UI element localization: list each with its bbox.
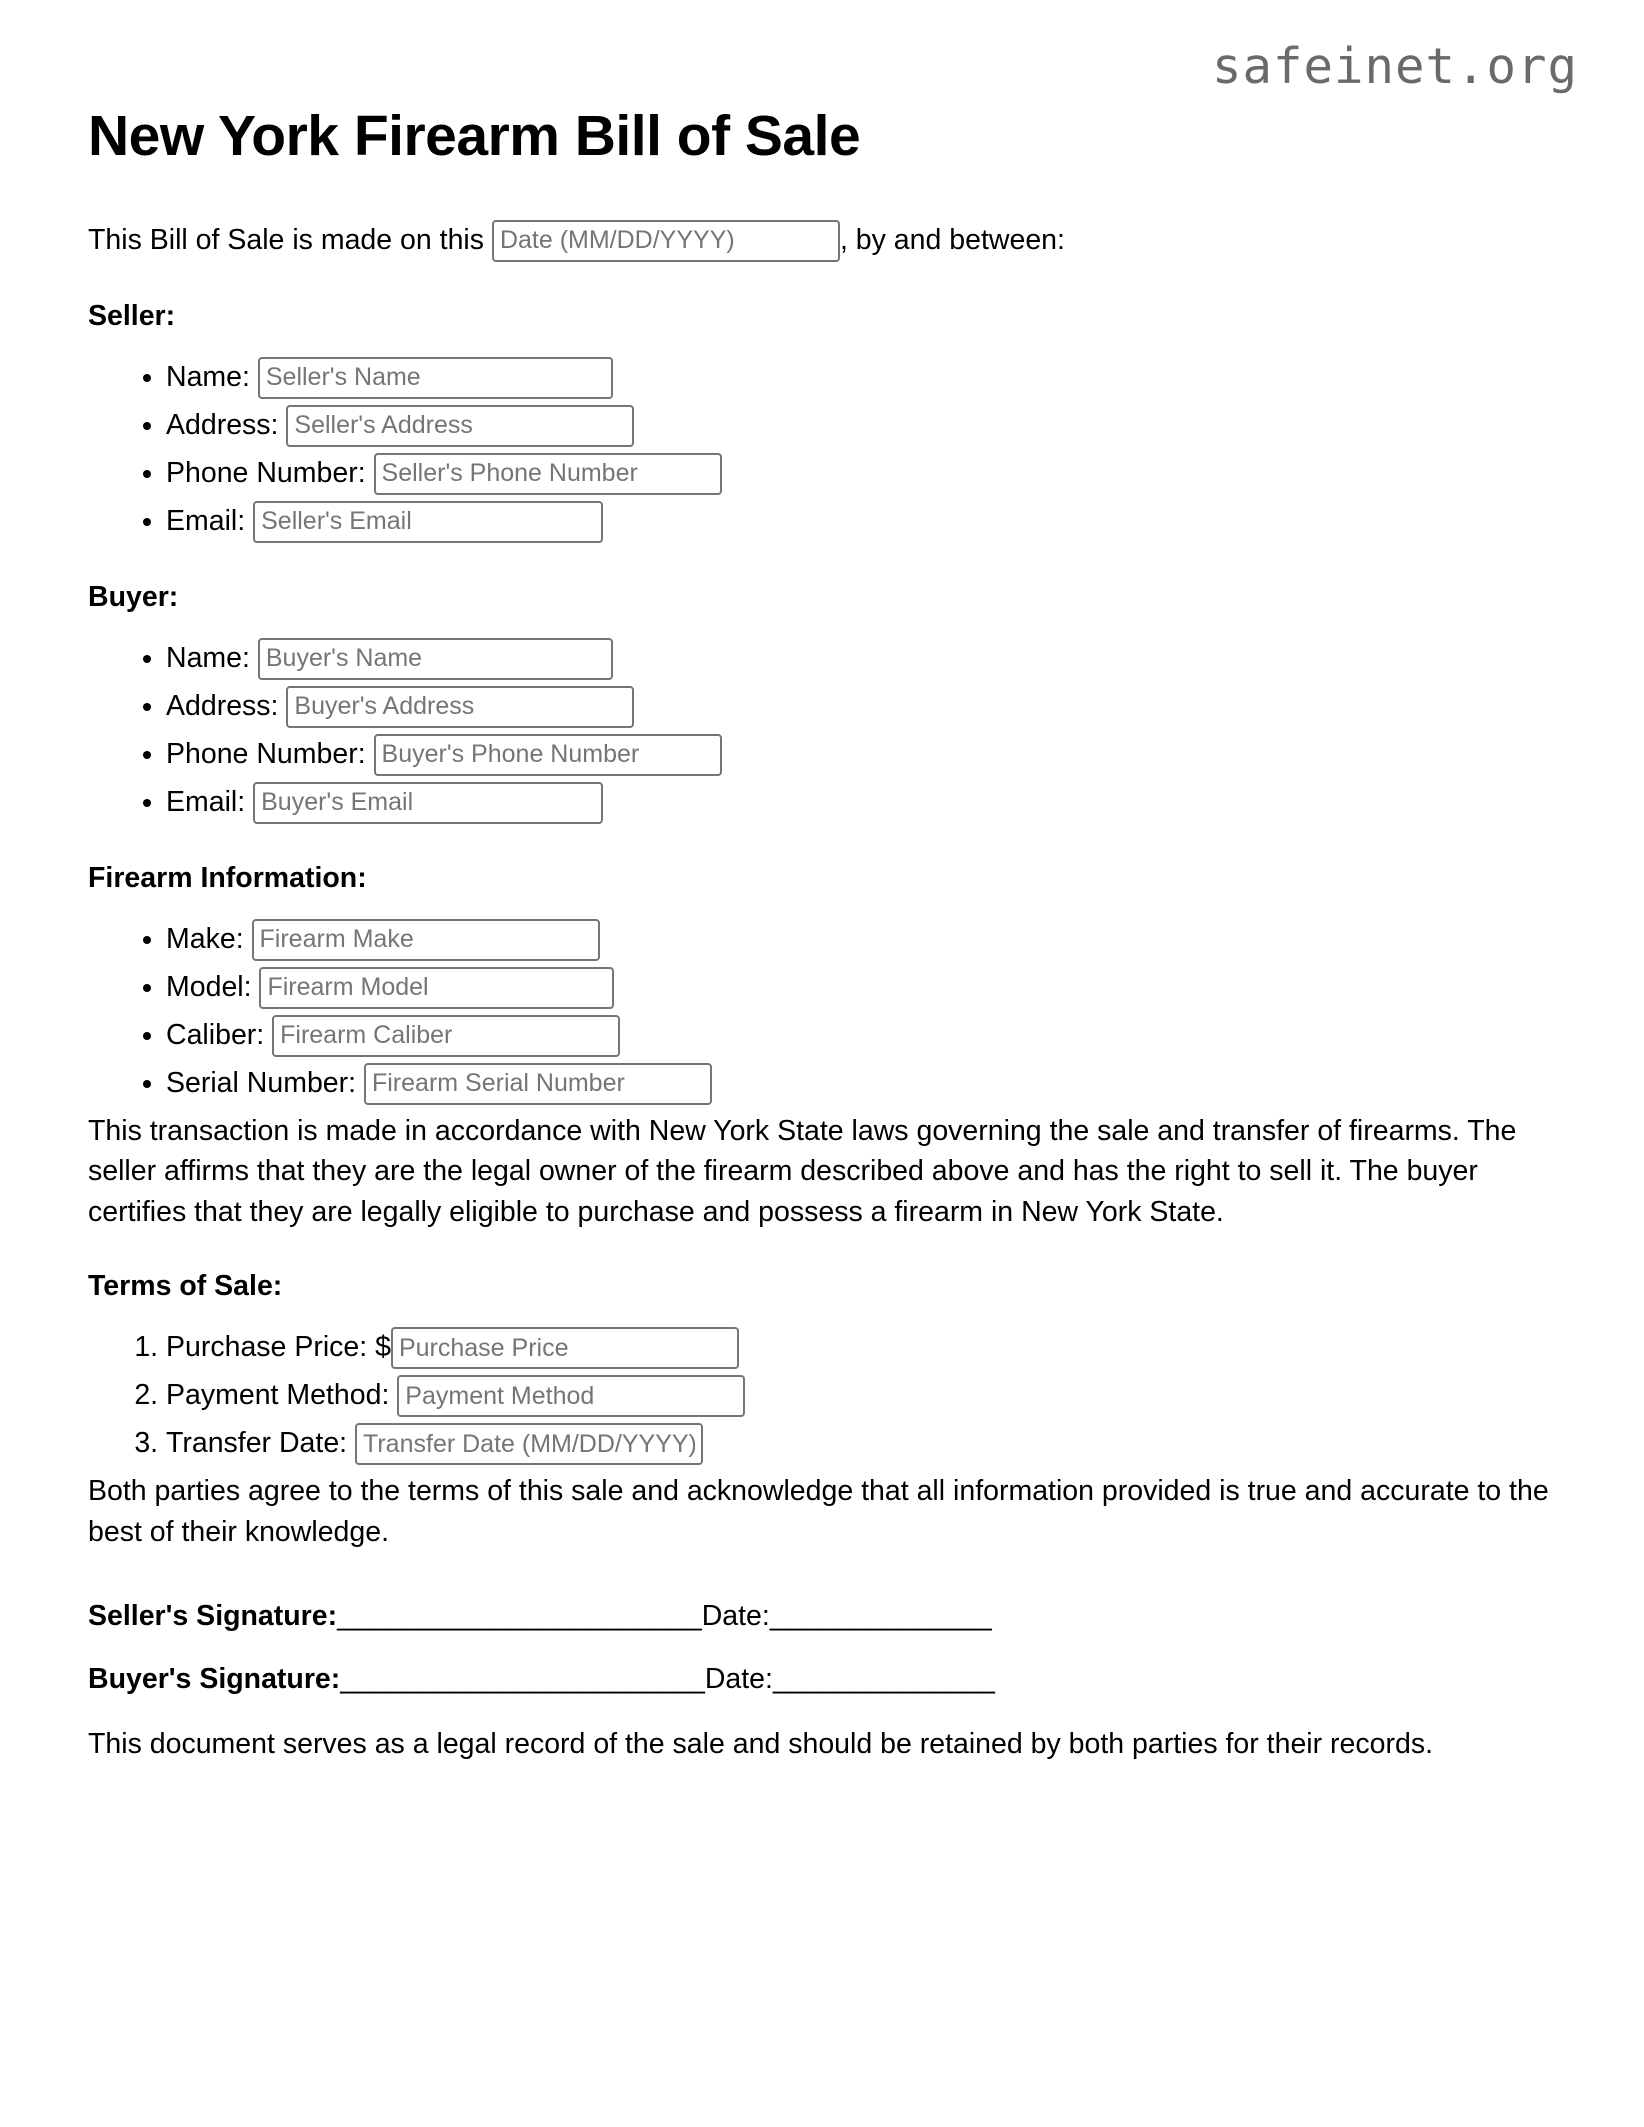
purchase-price-label: 1. Purchase Price: $ bbox=[166, 1331, 391, 1364]
seller-name-label: • Name: bbox=[166, 360, 258, 393]
buyer-email-input[interactable] bbox=[253, 782, 603, 824]
list-item bbox=[166, 734, 1556, 776]
list-item bbox=[166, 1015, 1556, 1057]
buyer-signature-row bbox=[88, 1661, 1556, 1698]
site-watermark: safeinet.org bbox=[1211, 38, 1578, 95]
seller-heading: Seller: bbox=[88, 299, 176, 332]
seller-signature-row bbox=[88, 1598, 1556, 1635]
firearm-make-label: • Make: bbox=[166, 922, 252, 955]
firearm-field-list bbox=[88, 919, 1556, 1105]
seller-address-label: • Address: bbox=[166, 408, 287, 441]
seller-phone-label: • Phone Number: bbox=[166, 456, 374, 489]
firearm-model-label: • Model: bbox=[166, 970, 260, 1003]
list-item bbox=[166, 782, 1556, 824]
list-item bbox=[166, 638, 1556, 680]
buyer-phone-input[interactable] bbox=[374, 734, 722, 776]
firearm-model-input[interactable] bbox=[259, 967, 614, 1009]
buyer-heading: Buyer: bbox=[88, 580, 179, 613]
terms-of-sale-heading: Terms of Sale: bbox=[88, 1270, 283, 1303]
seller-field-list bbox=[88, 357, 1556, 543]
list-item bbox=[166, 501, 1556, 543]
transfer-date-label: 3. Transfer Date: bbox=[166, 1427, 356, 1460]
list-item bbox=[166, 405, 1556, 447]
seller-address-input[interactable] bbox=[286, 405, 634, 447]
intro-text-after: , by and between: bbox=[839, 223, 1065, 256]
list-item bbox=[166, 453, 1556, 495]
closing-paragraph: This document serves as a legal record of the sale and should be retained by both parties for their records. bbox=[88, 1728, 1433, 1761]
list-item bbox=[166, 1063, 1556, 1105]
transaction-paragraph: This transaction is made in accordance with New York State laws governing the sale and transfer of firearms. The seller affirms that they are the legal owner of the firearm described above and has the right to sell it. The buyer certifies that they are legally eligible to purchase and possess a firearm in New York State. bbox=[88, 1114, 1517, 1228]
firearm-serial-label: • Serial Number: bbox=[166, 1066, 364, 1099]
list-item bbox=[166, 686, 1556, 728]
firearm-information-heading: Firearm Information: bbox=[88, 861, 367, 894]
buyer-signature-label: Buyer's Signature: bbox=[88, 1663, 341, 1696]
signature-block bbox=[88, 1598, 1556, 1698]
buyer-address-label: • Address: bbox=[166, 689, 287, 722]
buyer-address-input[interactable] bbox=[286, 686, 634, 728]
seller-date-label: Date: bbox=[701, 1600, 770, 1633]
list-item bbox=[166, 1327, 1556, 1369]
buyer-date-line[interactable]: ______________ bbox=[772, 1663, 995, 1696]
seller-date-line[interactable]: ______________ bbox=[769, 1600, 992, 1633]
buyer-field-list bbox=[88, 638, 1556, 824]
payment-method-label: 2. Payment Method: bbox=[166, 1379, 398, 1412]
buyer-date-label: Date: bbox=[704, 1663, 773, 1696]
buyer-name-label: • Name: bbox=[166, 641, 258, 674]
seller-signature-line[interactable]: _______________________ bbox=[337, 1600, 702, 1633]
buyer-name-input[interactable] bbox=[258, 638, 613, 680]
list-item bbox=[166, 1423, 1556, 1465]
payment-method-input[interactable] bbox=[397, 1375, 745, 1417]
buyer-signature-line[interactable]: _______________________ bbox=[340, 1663, 705, 1696]
intro-text-before: This Bill of Sale is made on this bbox=[88, 223, 492, 256]
seller-email-input[interactable] bbox=[253, 501, 603, 543]
list-item bbox=[166, 919, 1556, 961]
seller-name-input[interactable] bbox=[258, 357, 613, 399]
list-item bbox=[166, 967, 1556, 1009]
intro-sentence bbox=[88, 220, 1556, 262]
seller-email-label: • Email: bbox=[166, 504, 254, 537]
firearm-serial-input[interactable] bbox=[364, 1063, 712, 1105]
seller-phone-input[interactable] bbox=[374, 453, 722, 495]
firearm-make-input[interactable] bbox=[252, 919, 600, 961]
list-item bbox=[166, 357, 1556, 399]
buyer-phone-label: • Phone Number: bbox=[166, 737, 374, 770]
terms-of-sale-list bbox=[88, 1327, 1556, 1465]
firearm-caliber-label: • Caliber: bbox=[166, 1018, 273, 1051]
transfer-date-input[interactable] bbox=[355, 1423, 703, 1465]
buyer-email-label: • Email: bbox=[166, 785, 254, 818]
agreement-paragraph: Both parties agree to the terms of this sale and acknowledge that all information provided is true and accurate to the best of their knowledge. bbox=[88, 1475, 1549, 1548]
firearm-caliber-input[interactable] bbox=[272, 1015, 620, 1057]
sale-date-input[interactable] bbox=[492, 220, 840, 262]
seller-signature-label: Seller's Signature: bbox=[88, 1600, 338, 1633]
list-item bbox=[166, 1375, 1556, 1417]
page-title: New York Firearm Bill of Sale bbox=[88, 104, 861, 168]
purchase-price-input[interactable] bbox=[391, 1327, 739, 1369]
